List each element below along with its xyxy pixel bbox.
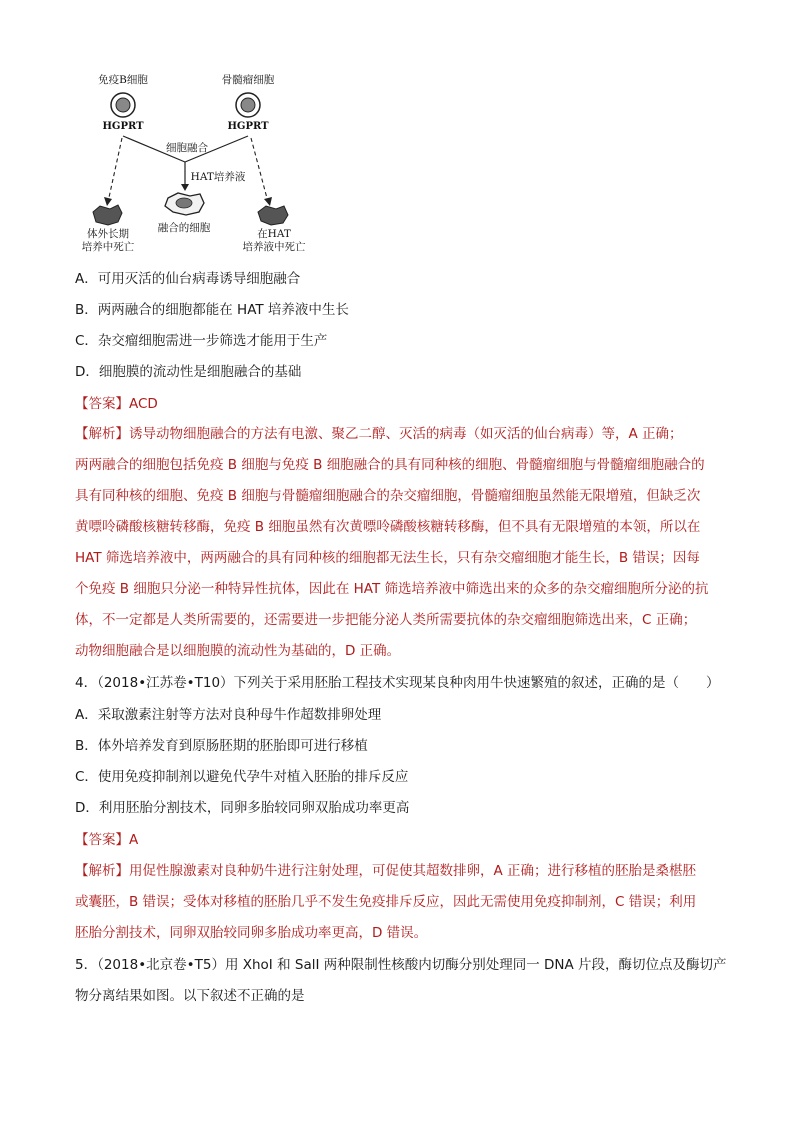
left-die-label-1: 体外长期 xyxy=(87,228,129,240)
q3-analysis-label: 【解析】 xyxy=(75,426,129,442)
q5-stem-line-2: 物分离结果如图。以下叙述不正确的是 xyxy=(75,988,305,1004)
q4-analysis-label: 【解析】 xyxy=(75,863,129,879)
myeloma-label: 骨髓瘤细胞 xyxy=(221,74,275,86)
q3-option-c: C．杂交瘤细胞需进一步筛选才能用于生产 xyxy=(75,333,328,349)
q4-answer xyxy=(75,830,138,850)
b-cell-nucleus xyxy=(116,98,130,112)
cell-fusion-diagram xyxy=(78,70,338,260)
q3-answer-value: ACD xyxy=(129,396,158,412)
q3-option-b: B．两两融合的细胞都能在 HAT 培养液中生长 xyxy=(75,302,349,318)
q4-analysis-line: 【解析】用促性腺激素对良种奶牛进行注射处理，可促使其超数排卵，A 正确；进行移植的胚胎是桑椹胚 xyxy=(75,863,697,879)
myeloma-cell-nucleus xyxy=(241,98,255,112)
right-die-label-2: 培养液中死亡 xyxy=(242,241,306,253)
q3-answer-label: 【答案】 xyxy=(75,396,129,412)
q3-analysis xyxy=(75,419,720,667)
fused-cell-label: 融合的细胞 xyxy=(157,222,211,234)
right-dead-cell xyxy=(258,206,288,225)
q3-analysis-line: 具有同种核的细胞、免疫 B 细胞与骨髓瘤细胞融合的杂交瘤细胞，骨髓瘤细胞虽然能无限增殖，但缺乏次 xyxy=(75,488,701,504)
q3-option-a: A．可用灭活的仙台病毒诱导细胞融合 xyxy=(75,271,301,287)
left-die-label-2: 培养中死亡 xyxy=(81,241,135,253)
q4-stem: 4．（2018•江苏卷•T10）下列关于采用胚胎工程技术实现某良种肉用牛快速繁殖的叙述，正确的是（ ） xyxy=(75,675,720,691)
q4-answer-label: 【答案】 xyxy=(75,832,129,848)
b-cell-label: 免疫B细胞 xyxy=(98,74,148,86)
q5-stem-line-1: 5．（2018•北京卷•T5）用 XhoI 和 SalI 两种限制性核酸内切酶分别处理同一 DNA 片段，酶切位点及酶切产 xyxy=(75,957,727,973)
right-die-label-1: 在HAT xyxy=(257,228,291,240)
q4-analysis xyxy=(75,856,720,949)
q4-option-b: B．体外培养发育到原肠胚期的胚胎即可进行移植 xyxy=(75,738,368,754)
q3-analysis-line: 两两融合的细胞包括免疫 B 细胞与免疫 B 细胞融合的具有同种核的细胞、骨髓瘤细胞与骨髓瘤细胞融合的 xyxy=(75,457,705,473)
hat-label: HAT培养液 xyxy=(190,171,246,183)
q3-analysis-line: HAT 筛选培养液中，两两融合的具有同种核的细胞都无法生长，只有杂交瘤细胞才能生长，B 错误；因每 xyxy=(75,550,700,566)
q3-analysis-line: 个免疫 B 细胞只分泌一种特异性抗体，因此在 HAT 筛选培养液中筛选出来的众多的杂交瘤细胞所分泌的抗 xyxy=(75,581,709,597)
q3-analysis-line: 【解析】诱导动物细胞融合的方法有电激、聚乙二醇、灭活的病毒（如灭活的仙台病毒）等，A 正确； xyxy=(75,426,683,442)
q3-analysis-line: 体，不一定都是人类所需要的，还需要进一步把能分泌人类所需要抗体的杂交瘤细胞筛选出来，C 正确； xyxy=(75,612,697,628)
q4-answer-value: A xyxy=(129,832,139,848)
hgprt-left-label: HGPRT xyxy=(102,121,144,132)
hgprt-right-label: HGPRT xyxy=(227,121,269,132)
q4-analysis-line: 胚胎分割技术，同卵双胎较同卵多胎成功率更高，D 错误。 xyxy=(75,925,428,941)
q4-option-c: C．使用免疫抑制剂以避免代孕牛对植入胚胎的排斥反应 xyxy=(75,769,409,785)
q3-answer xyxy=(75,394,158,414)
q3-analysis-line: 动物细胞融合是以细胞膜的流动性为基础的，D 正确。 xyxy=(75,643,401,659)
q4-option-a: A．采取激素注射等方法对良种母牛作超数排卵处理 xyxy=(75,707,382,723)
fusion-label: 细胞融合 xyxy=(166,142,208,154)
left-dead-cell xyxy=(93,205,122,225)
q4-analysis-line: 或囊胚，B 错误；受体对移植的胚胎几乎不发生免疫排斥反应，因此无需使用免疫抑制剂，C 错误；利用 xyxy=(75,894,697,910)
q4-option-d: D．利用胚胎分割技术，同卵多胎较同卵双胎成功率更高 xyxy=(75,800,410,816)
q3-analysis-line: 黄嘌呤磷酸核糖转移酶，免疫 B 细胞虽然有次黄嘌呤磷酸核糖转移酶，但不具有无限增殖的本领，所以在 xyxy=(75,519,701,535)
q3-option-d: D．细胞膜的流动性是细胞融合的基础 xyxy=(75,364,302,380)
